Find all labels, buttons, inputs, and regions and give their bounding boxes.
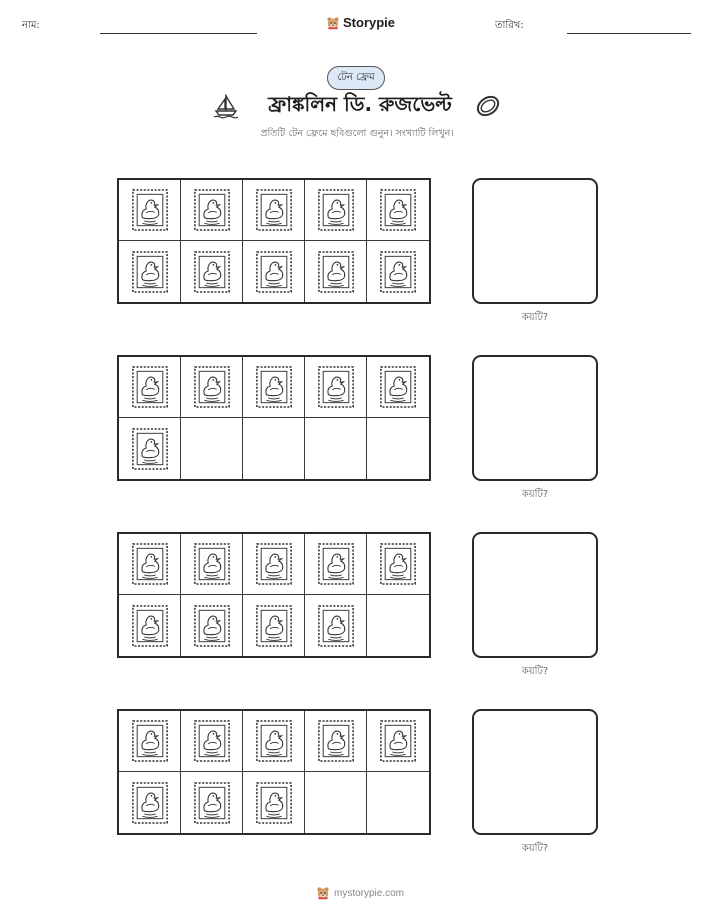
- duck-stamp-icon: [317, 542, 355, 586]
- duck-stamp-icon: [255, 365, 293, 409]
- duck-stamp-icon: [379, 250, 417, 294]
- instructions: প্রতিটি টেন ফ্রেমে ছবিগুলো গুনুন। সংখ্যাটি লিখুন।: [260, 128, 454, 139]
- frame-cell-filled: [243, 772, 305, 833]
- duck-stamp-icon: [379, 542, 417, 586]
- duck-stamp-icon: [317, 250, 355, 294]
- answer-box[interactable]: [472, 355, 598, 481]
- frame-cell-empty: [181, 418, 243, 479]
- answer-box[interactable]: [472, 532, 598, 658]
- frame-cell-filled: [243, 534, 305, 595]
- frame-cell-filled: [367, 357, 429, 418]
- frame-cell-filled: [305, 711, 367, 772]
- duck-stamp-icon: [131, 250, 169, 294]
- duck-stamp-icon: [193, 188, 231, 232]
- duck-stamp-icon: [379, 188, 417, 232]
- ten-frame: [117, 532, 431, 658]
- frame-cell-empty: [243, 418, 305, 479]
- frame-cell-filled: [243, 595, 305, 656]
- bear-icon: [316, 886, 330, 900]
- duck-stamp-icon: [193, 719, 231, 763]
- frame-cell-filled: [243, 180, 305, 241]
- duck-stamp-icon: [131, 542, 169, 586]
- footer-url: mystorypie.com: [333, 887, 404, 899]
- duck-stamp-icon: [193, 365, 231, 409]
- name-label: নাম:: [22, 20, 40, 31]
- duck-stamp-icon: [131, 188, 169, 232]
- duck-stamp-icon: [255, 719, 293, 763]
- brand-name: Storypie: [343, 15, 396, 30]
- duck-stamp-icon: [193, 542, 231, 586]
- frame-cell-filled: [119, 180, 181, 241]
- frame-cell-filled: [119, 595, 181, 656]
- duck-stamp-icon: [379, 719, 417, 763]
- answer-box[interactable]: [472, 178, 598, 304]
- ten-frame: [117, 709, 431, 835]
- worksheet-type-badge: টেন ফ্রেম: [327, 66, 385, 90]
- date-label: তারিখ:: [495, 20, 524, 31]
- frame-cell-empty: [305, 772, 367, 833]
- count-question: কয়টি?: [521, 666, 549, 677]
- duck-stamp-icon: [193, 781, 231, 825]
- brand-logo: [326, 15, 395, 30]
- duck-stamp-icon: [255, 188, 293, 232]
- frame-cell-filled: [119, 534, 181, 595]
- duck-stamp-icon: [255, 250, 293, 294]
- frame-cell-filled: [305, 534, 367, 595]
- duck-stamp-icon: [131, 719, 169, 763]
- count-question: কয়টি?: [521, 312, 549, 323]
- footer: [305, 886, 415, 900]
- frame-cell-filled: [367, 711, 429, 772]
- frame-cell-filled: [119, 772, 181, 833]
- frame-cell-empty: [305, 418, 367, 479]
- frame-cell-filled: [305, 357, 367, 418]
- duck-stamp-icon: [131, 604, 169, 648]
- frame-cell-filled: [181, 595, 243, 656]
- frame-cell-filled: [181, 534, 243, 595]
- duck-stamp-icon: [131, 365, 169, 409]
- bear-icon: [326, 16, 340, 30]
- frame-cell-filled: [181, 180, 243, 241]
- duck-stamp-icon: [131, 427, 169, 471]
- ring-icon: [474, 92, 502, 120]
- date-line[interactable]: [567, 33, 691, 34]
- frame-cell-filled: [119, 711, 181, 772]
- answer-box[interactable]: [472, 709, 598, 835]
- duck-stamp-icon: [379, 365, 417, 409]
- frame-cell-filled: [181, 241, 243, 302]
- duck-stamp-icon: [131, 781, 169, 825]
- duck-stamp-icon: [317, 365, 355, 409]
- duck-stamp-icon: [317, 719, 355, 763]
- frame-cell-filled: [367, 534, 429, 595]
- frame-cell-filled: [119, 241, 181, 302]
- duck-stamp-icon: [317, 604, 355, 648]
- sailboat-icon: [212, 92, 240, 120]
- duck-stamp-icon: [193, 250, 231, 294]
- frame-cell-filled: [243, 357, 305, 418]
- frame-cell-empty: [367, 418, 429, 479]
- count-question: কয়টি?: [521, 489, 549, 500]
- frame-cell-filled: [243, 241, 305, 302]
- frame-cell-filled: [305, 180, 367, 241]
- duck-stamp-icon: [317, 188, 355, 232]
- count-question: কয়টি?: [521, 843, 549, 854]
- frame-cell-filled: [119, 357, 181, 418]
- frame-cell-filled: [367, 241, 429, 302]
- frame-cell-filled: [305, 595, 367, 656]
- frame-cell-filled: [119, 418, 181, 479]
- frame-cell-filled: [181, 772, 243, 833]
- duck-stamp-icon: [255, 781, 293, 825]
- name-line[interactable]: [100, 33, 257, 34]
- duck-stamp-icon: [255, 604, 293, 648]
- frame-cell-filled: [181, 357, 243, 418]
- ten-frame: [117, 178, 431, 304]
- duck-stamp-icon: [193, 604, 231, 648]
- frame-cell-empty: [367, 595, 429, 656]
- frame-cell-empty: [367, 772, 429, 833]
- frame-cell-filled: [305, 241, 367, 302]
- frame-cell-filled: [181, 711, 243, 772]
- duck-stamp-icon: [255, 542, 293, 586]
- ten-frame: [117, 355, 431, 481]
- frame-cell-filled: [243, 711, 305, 772]
- page-title: ফ্রাঙ্কলিন ডি. রুজভেল্ট: [268, 92, 452, 116]
- frame-cell-filled: [367, 180, 429, 241]
